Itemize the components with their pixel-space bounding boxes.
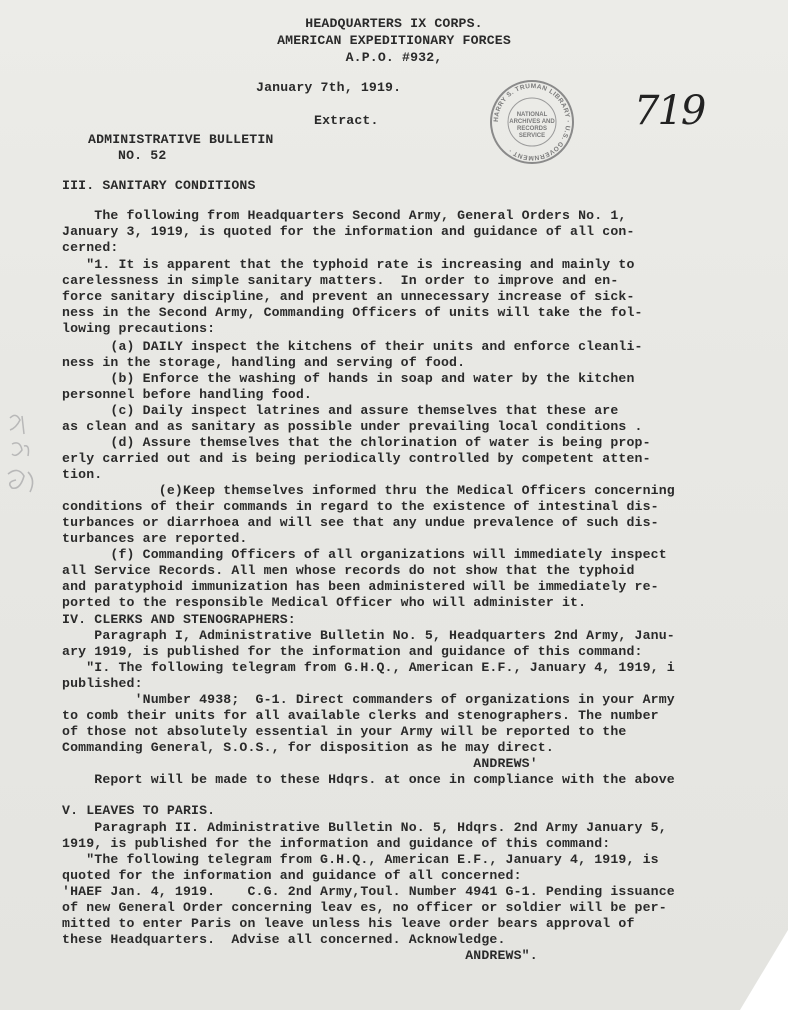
page-corner-fold (740, 930, 788, 1010)
body-line: ness in the storage, handling and serving of food. (62, 355, 466, 370)
header-line-1: HEADQUARTERS IX CORPS. (305, 16, 483, 31)
bulletin-title: ADMINISTRATIVE BULLETIN (88, 132, 274, 147)
body-line: January 3, 1919, is quoted for the information and guidance of all con- (62, 224, 635, 239)
svg-text:RECORDS: RECORDS (516, 126, 548, 132)
body-line: turbances or diarrhoea and will see that any undue prevalence of such dis- (62, 515, 659, 530)
body-line: 1919, is published for the information and guidance of this command: (62, 836, 611, 851)
body-line: (a) DAILY inspect the kitchens of their units and enforce cleanli- (62, 339, 643, 354)
header-line-3: A.P.O. #932, (345, 50, 443, 65)
body-line: The following from Headquarters Second Army, General Orders No. 1, (62, 208, 627, 223)
body-line: "The following telegram from G.H.Q., American E.F., January 4, 1919, is (62, 852, 659, 867)
body-line: V. LEAVES TO PARIS. (62, 803, 216, 818)
body-line: ness in the Second Army, Commanding Officers of units will take the fol- (62, 305, 643, 320)
margin-pencil-marks (2, 410, 46, 520)
body-line: (c) Daily inspect latrines and assure themselves that these are (62, 403, 619, 418)
body-line: (e)Keep themselves informed thru the Medical Officers concerning (62, 483, 675, 498)
header-line-2: AMERICAN EXPEDITIONARY FORCES (277, 33, 511, 48)
body-line: published: (62, 676, 143, 691)
body-line: III. SANITARY CONDITIONS (62, 178, 256, 193)
body-line: ary 1919, is published for the information and guidance of this command: (62, 644, 643, 659)
body-line: quoted for the information and guidance of all concerned: (62, 868, 522, 883)
body-line: ANDREWS' (62, 756, 538, 771)
body-line: to comb their units for all available clerks and stenographers. The number (62, 708, 659, 723)
body-line: Commanding General, S.O.S., for disposition as he may direct. (62, 740, 554, 755)
handwritten-page-number: 719 (634, 88, 705, 134)
body-line: (d) Assure themselves that the chlorination of water is being prop- (62, 435, 651, 450)
body-line: carelessness in simple sanitary matters. In order to improve and en- (62, 273, 619, 288)
body-line: turbances are reported. (62, 531, 248, 546)
body-line: mitted to enter Paris on leave unless his leave order bears approval of (62, 916, 635, 931)
body-line: ANDREWS". (62, 948, 538, 963)
bulletin-number: NO. 52 (118, 148, 167, 163)
body-line: "1. It is apparent that the typhoid rate is increasing and mainly to (62, 257, 635, 272)
body-line: 'Number 4938; G-1. Direct commanders of organizations in your Army (62, 692, 675, 707)
svg-text:SERVICE: SERVICE (518, 133, 546, 139)
body-line: cerned: (62, 240, 119, 255)
svg-text:HARRY S. TRUMAN LIBRARY · U.S.: HARRY S. TRUMAN LIBRARY · U.S. GOVERNMENT · (492, 82, 572, 162)
extract-label: Extract. (314, 113, 379, 128)
body-line: erly carried out and is being periodically controlled by competent atten- (62, 451, 651, 466)
body-line: all Service Records. All men whose records do not show that the typhoid (62, 563, 635, 578)
body-line: of those not absolutely essential in your Army will be reported to the (62, 724, 627, 739)
document-date: January 7th, 1919. (256, 80, 402, 95)
body-line: and paratyphoid immunization has been administered will be immediately re- (62, 579, 659, 594)
body-line: (b) Enforce the washing of hands in soap and water by the kitchen (62, 371, 635, 386)
body-line: (f) Commanding Officers of all organizations will immediately inspect (62, 547, 667, 562)
body-line: lowing precautions: (62, 321, 216, 336)
body-line: "I. The following telegram from G.H.Q., American E.F., January 4, 1919, i (62, 660, 675, 675)
body-line: conditions of their commands in regard to the existence of intestinal dis- (62, 499, 659, 514)
body-line: IV. CLERKS AND STENOGRAPHERS: (62, 612, 296, 627)
body-line: tion. (62, 467, 103, 482)
body-line: these Headquarters. Advise all concerned. Acknowledge. (62, 932, 506, 947)
body-line: 'HAEF Jan. 4, 1919. C.G. 2nd Army,Toul. Number 4941 G-1. Pending issuance (62, 884, 675, 899)
body-line: Report will be made to these Hdqrs. at once in compliance with the above (62, 772, 675, 787)
body-line: as clean and as sanitary as possible under prevailing local conditions . (62, 419, 643, 434)
archive-stamp (488, 78, 576, 166)
body-line: force sanitary discipline, and prevent an unnecessary increase of sick- (62, 289, 635, 304)
body-line: personnel before handling food. (62, 387, 312, 402)
svg-text:NATIONAL: NATIONAL (516, 112, 548, 118)
svg-text:ARCHIVES AND: ARCHIVES AND (509, 119, 555, 125)
body-line: ported to the responsible Medical Officer who will administer it. (62, 595, 587, 610)
body-line: Paragraph II. Administrative Bulletin No. 5, Hdqrs. 2nd Army January 5, (62, 820, 667, 835)
body-line: of new General Order concerning leav es, no officer or soldier will be per- (62, 900, 667, 915)
body-line: Paragraph I, Administrative Bulletin No. 5, Headquarters 2nd Army, Janu- (62, 628, 675, 643)
